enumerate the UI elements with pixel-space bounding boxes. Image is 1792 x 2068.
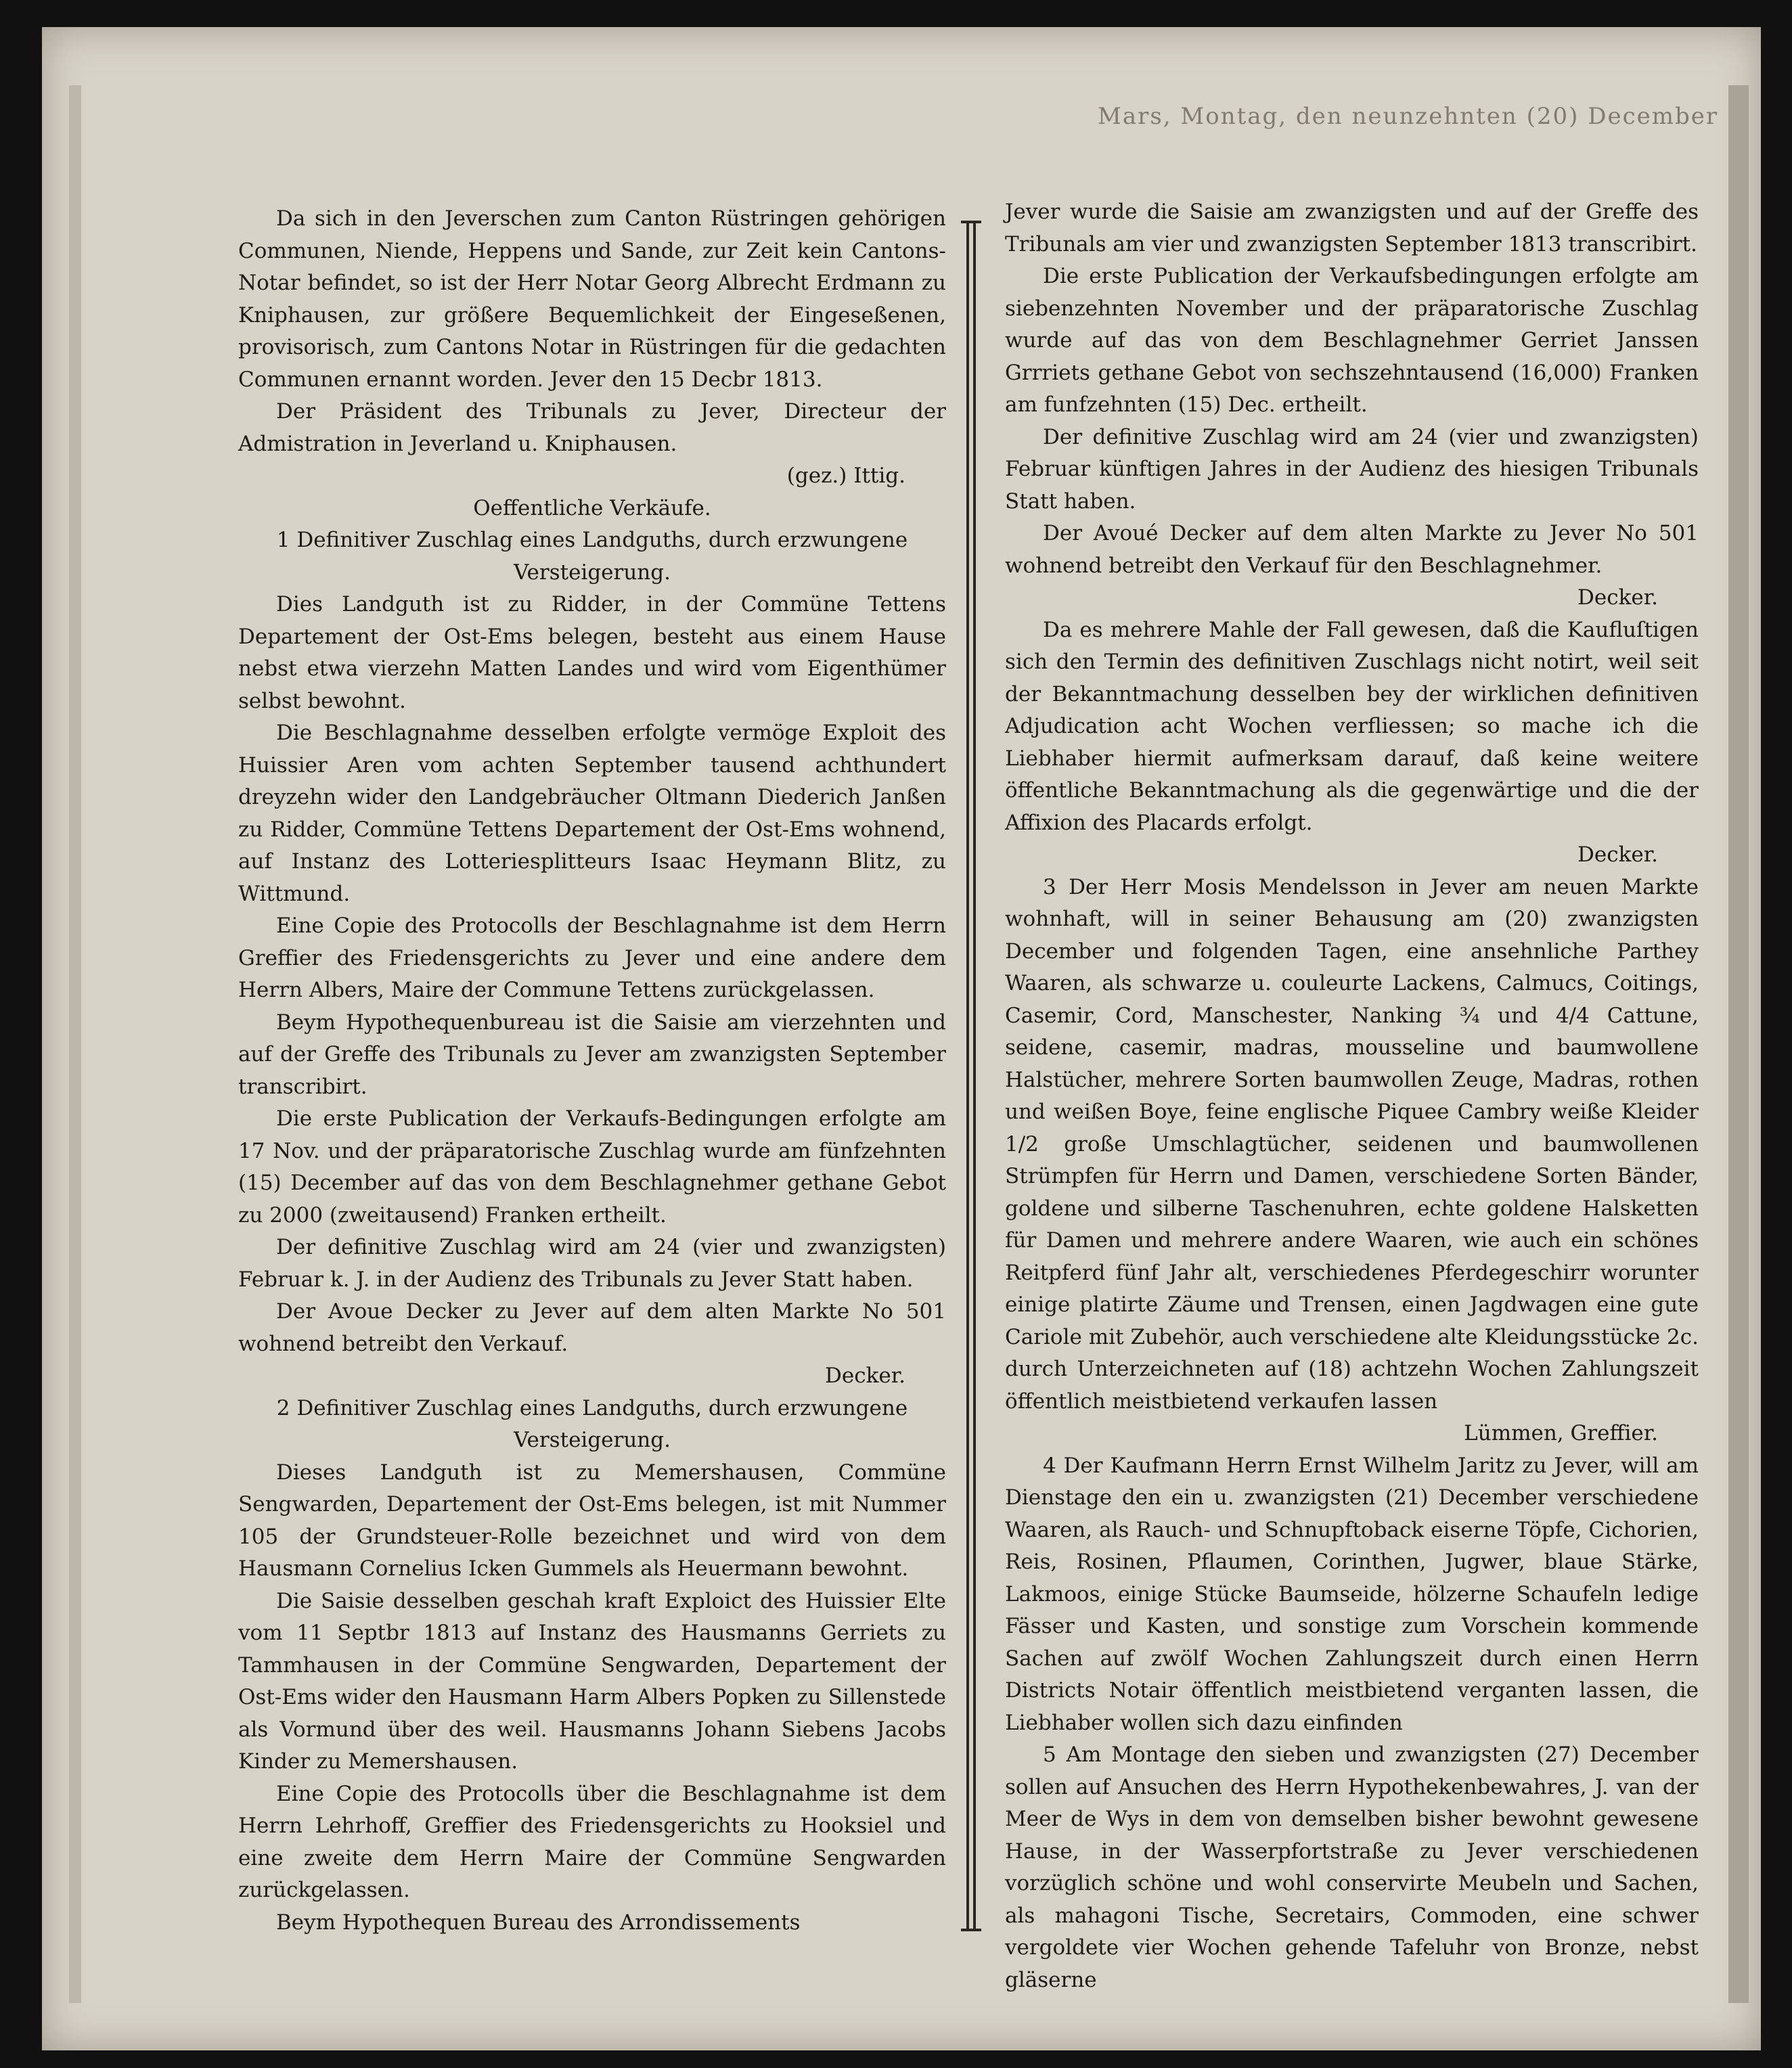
signature-line: Lümmen, Greffier. [1464, 1421, 1658, 1445]
paragraph: Der Präsident des Tribunals zu Jever, Directeur der Admistration in Jeverland u. Kniphausen. [238, 399, 946, 456]
paragraph: Da sich in den Jeverschen zum Canton Rüstringen gehörigen Communen, Niende, Heppens und Sande, zur Zeit kein Cantons-Notar befindet, so ist der Herr Notar Georg Albrecht Erdmann zu Kniphausen, zur größere Bequemlichkeit der Eingeseßenen, provisorisch, zum Cantons Notar in Rüstringen für die gedachten Communen ernannt worden. Jever den 15 Decbr 1813. [238, 206, 946, 392]
paragraph: Der definitive Zuschlag wird am 24 (vier und zwanzigsten) Februar k. J. in der Audienz des Tribunals zu Jever Statt haben. [238, 1235, 946, 1292]
paragraph: Dieses Landguth ist zu Memershausen, Commüne Sengwarden, Departement der Ost-Ems belegen, ist mit Nummer 105 der Grundsteuer-Rolle bezeichnet und wird von dem Hausmann Cornelius Icken Gummels als Heuermann bewohnt. [238, 1460, 946, 1581]
paragraph: Der Avoue Decker zu Jever auf dem alten Markte No 501 wohnend betreibt den Verkauf. [238, 1299, 946, 1356]
right-column [1005, 196, 1699, 1996]
paragraph: 5 Am Montage den sieben und zwanzigsten (27) December sollen auf Ansuchen des Herrn Hypothekenbewahres, J. van der Meer de Wys in dem von demselben bisher bewohnt gewesene Hause, in der Wasserpfortstraße zu Jever verschiedenen vorzüglich schöne und wohl conservirte Meubeln und Sachen, als mahagoni Tische, Secretairs, Commoden, eine schwer vergoldete vier Wochen gehende Tafeluhr von Bronze, nebst gläserne [1005, 1743, 1699, 1992]
paragraph: Die Saisie desselben geschah kraft Exploict des Huissier Elte vom 11 Septbr 1813 auf Instanz des Hausmanns Gerriets zu Tammhausen in der Commüne Sengwarden, Departement der Ost-Ems wider den Hausmann Harm Albers Popken zu Sillenstede als Vormund über des weil. Hausmanns Johann Siebens Jacobs Kinder zu Memershausen. [238, 1588, 946, 1774]
section-heading: 2 Definitiver Zuschlag eines Landguths, durch erzwungene Versteigerung. [276, 1395, 908, 1452]
paragraph: Beym Hypothequen Bureau des Arrondissements [276, 1910, 801, 1935]
paragraph: Jever wurde die Saisie am zwanzigsten und auf der Greffe des Tribunals am vier und zwanzigsten September 1813 transcribirt. [1005, 200, 1699, 256]
paragraph: Die Beschlagnahme desselben erfolgte vermöge Exploit des Huissier Aren vom achten September tausend achthundert dreyzehn wider den Landgebräucher Oltmann Diederich Janßen zu Ridder, Commüne Tettens Departement der Ost-Ems wohnend, auf Instanz des Lotteriesplitteurs Isaac Heymann Blitz, zu Wittmund. [238, 721, 946, 906]
paragraph: Dies Landguth ist zu Ridder, in der Commüne Tettens Departement der Ost-Ems belegen, besteht aus einem Hause nebst etwa vierzehn Matten Landes und wird vom Eigenthümer selbst bewohnt. [238, 592, 946, 713]
signature-line: Decker. [1577, 842, 1658, 867]
paragraph: Der Avoué Decker auf dem alten Markte zu Jever No 501 wohnend betreibt den Verkauf für den Beschlagnehmer. [1005, 521, 1699, 578]
section-heading: 1 Definitiver Zuschlag eines Landguths, durch erzwungene Versteigerung. [276, 528, 908, 585]
paragraph: 4 Der Kaufmann Herrn Ernst Wilhelm Jaritz zu Jever, will am Dienstage den ein u. zwanzigsten (21) December verschiedene Waaren, als Rauch- und Schnupftoback eiserne Töpfe, Cichorien, Reis, Rosinen, Pflaumen, Corinthen, Jugwer, blaue Stärke, Lakmoos, einige Stücke Baumseide, hölzerne Schaufeln ledige Fässer und Kasten, und sonstige zum Vorschein kommende Sachen auf zwölf Wochen Zahlungszeit durch einen Herrn Districts Notair öffentlich meistbietend verganten lassen, die Liebhaber wollen sich dazu einfinden [1005, 1453, 1699, 1735]
section-heading: Oeffentliche Verkäufe. [473, 495, 711, 520]
paragraph: Die erste Publication der Verkaufsbedingungen erfolgte am siebenzehnten November und der präparatorische Zuschlag wurde auf das von dem Beschlagnehmer Gerriet Janssen Grrriets gethane Gebot von sechszehntausend (16,000) Franken am funfzehnten (15) Dec. ertheilt. [1005, 264, 1699, 417]
signature-line: (gez.) Ittig. [786, 464, 905, 488]
paragraph: Beym Hypothequenbureau ist die Saisie am vierzehnten und auf der Greffe des Tribunals zu Jever am zwanzigsten September transcribirt. [238, 1010, 946, 1099]
paragraph: Die erste Publication der Verkaufs-Bedingungen erfolgte am 17 Nov. und der präparatorische Zuschlag wurde am fünfzehnten (15) December auf das von dem Beschlagnehmer gethane Gebot zu 2000 (zweitausend) Franken ertheilt. [238, 1106, 946, 1228]
running-head: Mars, Montag, den neunzehnten (20) December [1098, 103, 1719, 130]
signature-line: Decker. [1577, 585, 1658, 610]
page-edge-right [1728, 85, 1749, 2003]
paragraph: 3 Der Herr Mosis Mendelsson in Jever am neuen Markte wohnhaft, will in seiner Behausung am (20) zwanzigsten December und folgenden Tagen, eine ansehnliche Parthey Waaren, als schwarze u. couleurte Lackens, Calmucs, Coitings, Casemir, Cord, Manschester, Nanking ¾ und 4/4 Cattune, seidene, casemir, madras, mousseline und baumwollene Halstücher, mehrere Sorten baumwollen Zeuge, Madras, rothen und weißen Boye, feine englische Piquee Cambry weiße Kleider 1/2 große Umschlagtücher, seidenen und baumwollenen Strümpfen für Herrn und Damen, verschiedene Sorten Bänder, goldene und silberne Taschenuhren, echte goldene Halsketten für Damen und mehrere andere Waaren, wie auch ein schönes Reitpferd fünf Jahr alt, verschiedenes Pferdegeschirr worunter einige platirte Zäume und Trensen, einen Jagdwagen eine gute Cariole mit Zubehör, auch verschiedene alte Kleidungsstücke 2c. durch Unterzeichneten auf (18) achtzehn Wochen Zahlungszeit öffentlich meistbietend verkaufen lassen [1005, 874, 1699, 1414]
page-edge-left [69, 85, 81, 2003]
paragraph: Der definitive Zuschlag wird am 24 (vier und zwanzigsten) Februar künftigen Jahres in der Audienz des hiesigen Tribunals Statt haben. [1005, 424, 1699, 514]
left-column [238, 203, 946, 1939]
paragraph: Da es mehrere Mahle der Fall gewesen, daß die Kaufluſtigen sich den Termin des definitiven Zuschlags nicht notirt, weil seit der Bekanntmachung desselben bey der wirklichen definitiven Adjudication acht Wochen verfliessen; so mache ich die Liebhaber hiermit aufmerksam darauf, daß keine weitere öffentliche Bekanntmachung als die gegenwärtige und die der Affixion des Placards erfolgt. [1005, 617, 1699, 835]
column-rule-bottom [961, 1929, 981, 1931]
column-rule [966, 223, 976, 1929]
signature-line: Decker. [825, 1364, 905, 1388]
paragraph: Eine Copie des Protocolls der Beschlagnahme ist dem Herrn Greffier des Friedensgerichts zu Jever und eine andere dem Herrn Albers, Maire der Commune Tettens zurückgelassen. [238, 914, 946, 1002]
paragraph: Eine Copie des Protocolls über die Beschlagnahme ist dem Herrn Lehrhoff, Greffier des Friedensgerichts zu Hooksiel und eine zweite dem Herrn Maire der Commüne Sengwarden zurückgelassen. [238, 1781, 946, 1902]
